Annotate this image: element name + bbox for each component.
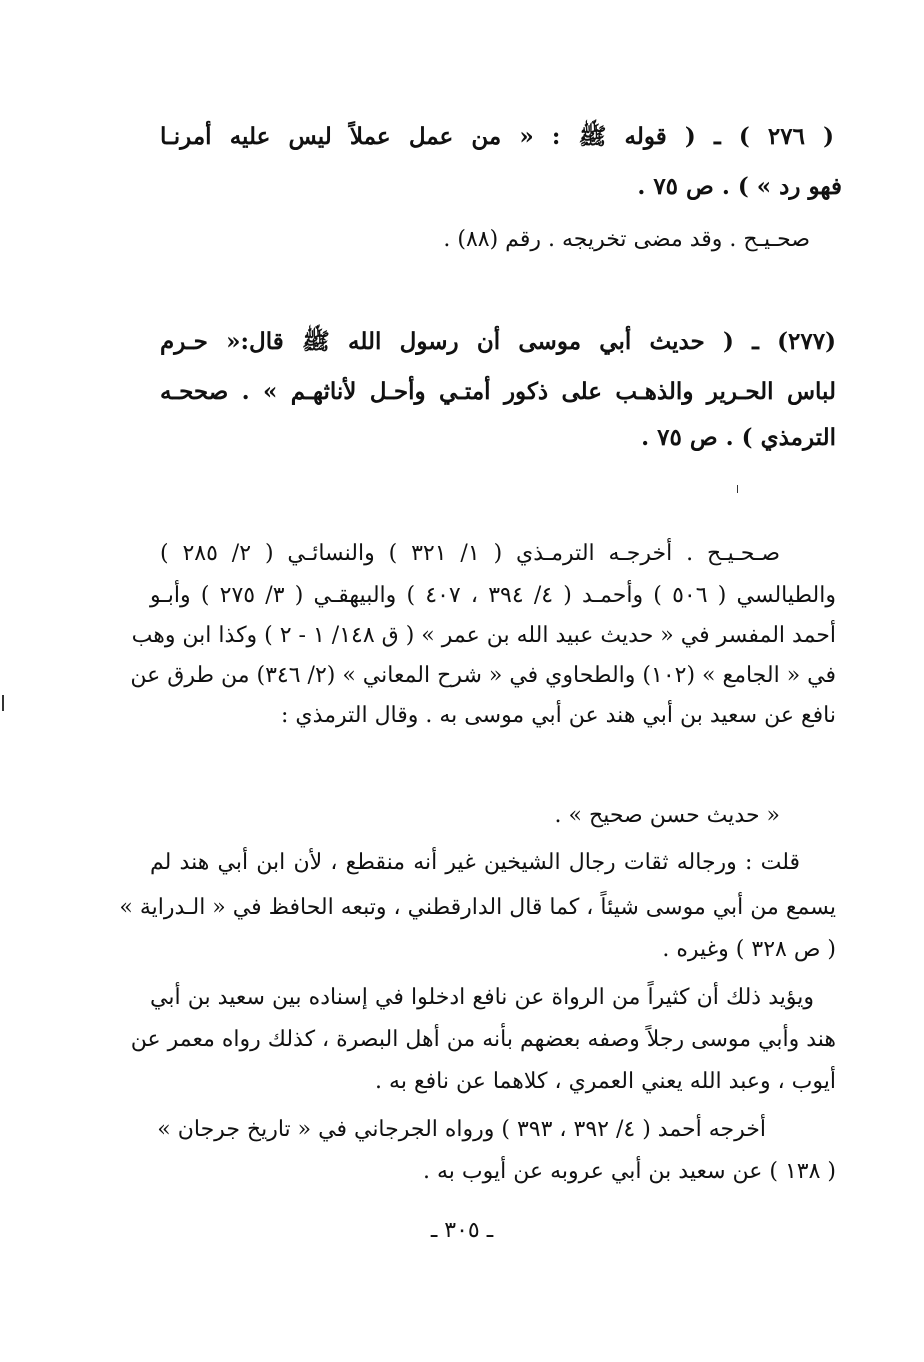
source-line-1: أخرجه أحمد ( ٤/ ٣٩٢ ، ٣٩٣ ) ورواه الجرجاني في « تاريخ جرجان » bbox=[157, 1117, 766, 1142]
comment-line-2: يسمع من أبي موسى شيئاً ، كما قال الدارقطني ، وتبعه الحافظ في « الـدراية » bbox=[119, 895, 836, 920]
comment-line-3: ( ص ٣٢٨ ) وغيره . bbox=[662, 937, 836, 962]
source-line-2: ( ١٣٨ ) عن سعيد بن أبي عروبه عن أيوب به . bbox=[423, 1159, 836, 1184]
hadith-276-heading-line-2: فهو رد » ) . ص ٧٥ . bbox=[637, 173, 842, 200]
scan-speck bbox=[737, 485, 738, 493]
hadith-277-heading-line-3: الترمذي ) . ص ٧٥ . bbox=[641, 424, 836, 451]
support-line-1: ويؤيد ذلك أن كثيراً من الرواة عن نافع ادخلوا في إسناده بين سعيد بن أبي bbox=[150, 985, 814, 1010]
hadith-277-takhrij-line-3: أحمد المفسر في « حديث عبيد الله بن عمر » ( ق ١٤٨/ ١ - ٢ ) وكذا ابن وهب bbox=[131, 623, 836, 648]
hadith-277-takhrij-line-4: في « الجامع » (١٠٢) والطحاوي في « شرح المعاني » (٢/ ٣٤٦) من طرق عن bbox=[130, 663, 836, 688]
hadith-277-heading-line-2: لباس الحـرير والذهـب على ذكور أمتـي وأحـل لأناثهـم » . صححـه bbox=[160, 378, 836, 405]
tirmidhi-quote: « حديث حسن صحيح » . bbox=[554, 803, 780, 828]
comment-line-1: قلت : ورجاله ثقات رجال الشيخين غير أنه منقطع ، لأن ابن أبي هند لم bbox=[150, 850, 800, 875]
hadith-277-takhrij-line-5: نافع عن سعيد بن أبي هند عن أبي موسى به . وقال الترمذي : bbox=[281, 703, 836, 728]
scan-mark bbox=[2, 695, 4, 711]
page-number: ـ ٣٠٥ ـ bbox=[430, 1218, 494, 1243]
hadith-277-heading-line-1: (٢٧٧) ـ ( حديث أبي موسى أن رسول الله ﷺ قال:« حـرم bbox=[160, 328, 836, 355]
hadith-277-takhrij-line-2: والطيالسي ( ٥٠٦ ) وأحمـد ( ٤/ ٣٩٤ ، ٤٠٧ ) والبيهقـي ( ٣/ ٢٧٥ ) وأبـو bbox=[150, 583, 836, 608]
hadith-276-grade: صحـيـح . وقد مضى تخريجه . رقم (٨٨) . bbox=[443, 227, 810, 252]
support-line-2: هند وأبي موسى رجلاً وصفه بعضهم بأنه من أهل البصرة ، كذلك رواه معمر عن bbox=[130, 1027, 836, 1052]
hadith-276-heading-line-1: ( ٢٧٦ ) ـ ( قوله ﷺ : « من عمل عملاً ليس عليه أمرنـا bbox=[160, 123, 834, 150]
support-line-3: أيوب ، وعبد الله يعني العمري ، كلاهما عن نافع به . bbox=[375, 1069, 836, 1094]
hadith-277-takhrij-line-1: صـحـيـح . أخرجـه الترمـذي ( ١/ ٣٢١ ) والنسائـي ( ٢/ ٢٨٥ ) bbox=[160, 541, 781, 566]
